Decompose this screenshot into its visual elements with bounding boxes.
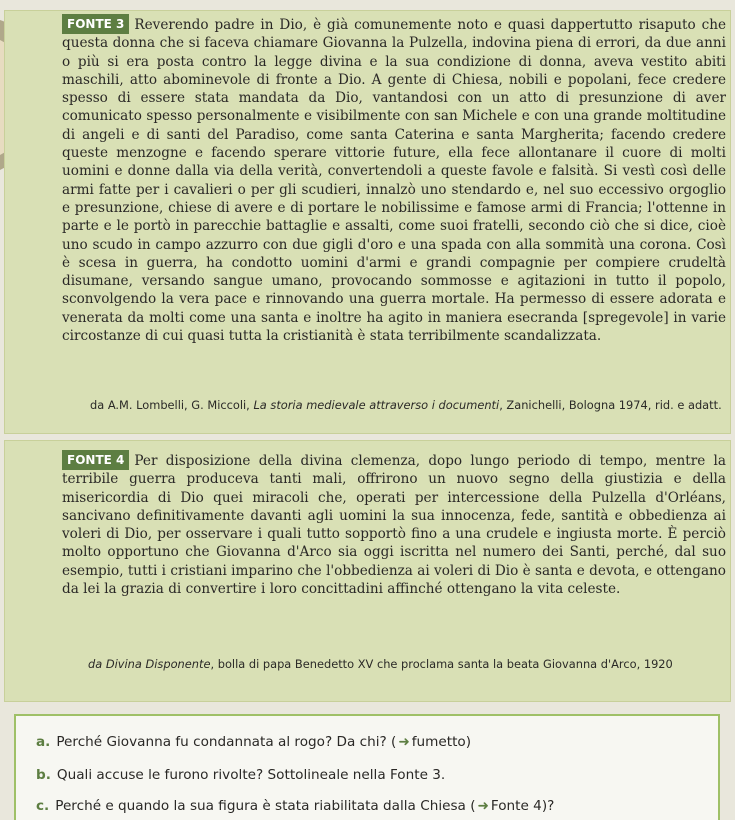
question-b <box>36 767 445 783</box>
questions-box <box>14 714 720 820</box>
question-text: Perché e quando la sua figura è stata riabilitata dalla Chiesa ( <box>55 798 476 814</box>
source-3-text <box>62 14 726 345</box>
source-3-citation <box>90 397 730 413</box>
question-text: Quali accuse le furono rivolte? Sottolineale nella Fonte 3. <box>56 767 446 783</box>
citation-title: da Divina Disponente <box>88 657 211 671</box>
arrow-right-icon: ➜ <box>477 798 489 814</box>
question-a <box>36 734 471 750</box>
source-3-body: Reverendo padre in Dio, è già comunemente noto e quasi dappertutto risaputo che questa donna che si faceva chiamare Giovanna la Pulzella, indovina piena di errori, da due anni o più si era posta contro la legge divina e la sua condizione di donna, aveva vestito abiti maschili, atto abominevole di fronte a Dio. A gente di Chiesa, nobili e popolani, fece credere spesso di essere stata mandata da Dio, vantandosi con un atto di presunzione di aver comunicato spesso personalmente e visibilmente con san Michele e con una grande moltitudine di angeli e di santi del Paradiso, come santa Caterina e santa Margherita; facendo credere queste menzogne e facendo sperare vittorie future, ella fece allontanare il cuore di molti uomini e donne dalla via della verità, convertendoli a queste favole e falsità. Si vestì così delle armi fatte per i cavalieri o per gli scudieri, innalzò uno stendardo e, nel suo eccessivo orgoglio e presunzione, chiese di avere e di portare le nobilissime e famose armi di Francia; l'ottenne in parte e le portò in parecchie battaglie e assalti, come suoi fratelli, secondo ciò che si dice, cioè uno scudo in campo azzurro con due gigli d'oro e una spada con alla sommità una corona. Così è scesa in guerra, ha condotto uomini d'armi e grandi compagnie per compiere crudeltà disumane, versando sangue umano, provocando sommosse e agitazioni in tutto il popolo, sconvolgendo la vera pace e rinnovando una guerra mortale. Ha permesso di essere adorata e venerata da molti come una santa e inoltre ha agito in maniera esecranda [spregevole] in varie circostanze di cui quasi tutta la cristianità è stata terribilmente scandalizzata. <box>62 17 726 345</box>
arrow-right-icon: ➜ <box>398 734 410 750</box>
citation-title: La storia medievale attraverso i documenti <box>253 398 500 412</box>
source-4-body: Per disposizione della divina clemenza, dopo lungo periodo di tempo, mentre la terribile guerra produceva tanti mali, offrirono un nuovo segno della giustizia e della misericordia di Dio quei miracoli che, operati per intercessione della Pulzella d'Orléans, sancivano definitivamente davanti agli uomini la sua innocenza, fede, santità e obbedienza ai voleri di Dio, per osservare i quali tutto sopportò fino a una crudele e ingiusta morte. È perciò molto opportuno che Giovanna d'Arco sia oggi iscritta nel numero dei Santi, perché, dal suo esempio, tutti i cristiani imparino che l'obbedienza ai voleri di Dio è santa e devota, e ottengano da lei la grazia di convertire i loro concittadini affinché ottengano la vita celeste. <box>62 453 726 598</box>
citation-prefix: da A.M. Lombelli, G. Miccoli, <box>90 398 254 412</box>
source-4-citation <box>88 656 728 672</box>
question-text: Perché Giovanna fu condannata al rogo? Da chi? ( <box>56 734 397 750</box>
question-letter: a. <box>36 734 51 750</box>
question-letter: b. <box>36 767 51 783</box>
source-4-text <box>62 450 726 598</box>
question-ref: Fonte 4)? <box>490 798 555 814</box>
question-letter: c. <box>36 798 50 814</box>
citation-suffix: , bolla di papa Benedetto XV che proclama santa la beata Giovanna d'Arco, 1920 <box>210 657 673 671</box>
citation-suffix: , Zanichelli, Bologna 1974, rid. e adatt. <box>499 398 722 412</box>
question-ref: fumetto) <box>411 734 472 750</box>
question-c <box>36 798 554 814</box>
source-3-badge: FONTE 3 <box>62 14 129 34</box>
source-4-badge: FONTE 4 <box>62 450 129 470</box>
